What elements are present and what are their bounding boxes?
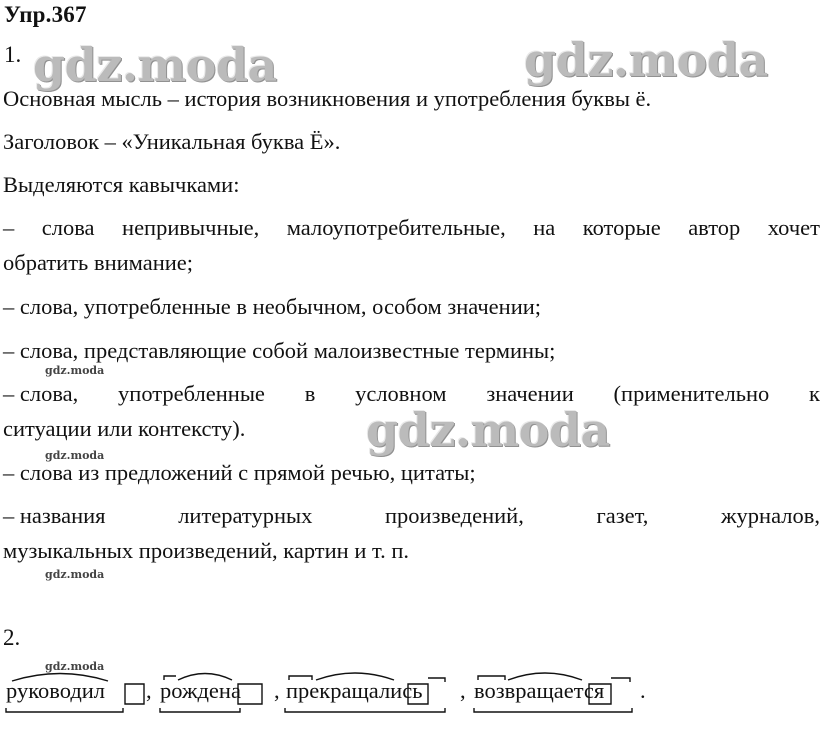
morph-word-1: руководил xyxy=(6,678,106,703)
exercise-title: Упр.367 xyxy=(4,2,87,27)
section-2-number: 2. xyxy=(3,625,21,650)
morpheme-analysis-row xyxy=(0,668,823,718)
item4-line2: ситуации или контексту). xyxy=(3,416,246,441)
item6-line1: – названия литературных произведений, газет, журналов, xyxy=(3,503,820,528)
item1-line1: – слова непривычные, малоупотребительные, на которые автор хочет xyxy=(3,215,820,240)
base-bracket-3 xyxy=(285,708,445,712)
item4-line1: – слова, употребленные в условном значении (применительно к xyxy=(3,381,820,406)
item3-text: – слова, представляющие собой малоизвестные термины; xyxy=(3,338,556,363)
section-1-number: 1. xyxy=(4,42,22,67)
quotes-intro-text: Выделяются кавычками: xyxy=(3,172,240,197)
ending-box-2 xyxy=(238,684,262,704)
item2-text: – слова, употребленные в необычном, особом значении; xyxy=(3,294,542,319)
watermark-small-3: gdz.moda xyxy=(45,568,105,581)
heading-text: Заголовок – «Уникальная буква Ё». xyxy=(3,129,341,154)
watermark-center: gdz.moda xyxy=(366,403,610,457)
watermark-top-left: gdz.moda xyxy=(33,38,277,92)
item6-line2: музыкальных произведений, картин и т. п. xyxy=(3,538,410,563)
watermark-small-4: gdz.moda xyxy=(45,660,105,673)
main-idea-text: Основная мысль – история возникновения и употребления буквы ё. xyxy=(3,86,652,111)
base-bracket-1 xyxy=(6,708,123,712)
watermark-small-1: gdz.moda xyxy=(45,364,105,377)
item1-line2: обратить внимание; xyxy=(3,250,194,275)
postfix-mark-3 xyxy=(428,678,445,682)
base-bracket-2 xyxy=(160,708,240,712)
watermark-small-2: gdz.moda xyxy=(45,449,105,462)
morph-sep-1: , xyxy=(146,678,152,703)
morph-sep-3: , xyxy=(460,678,466,703)
ending-box-1 xyxy=(125,684,144,704)
item5-text: – слова из предложений с прямой речью, цитаты; xyxy=(3,460,476,485)
base-bracket-4 xyxy=(474,708,632,712)
postfix-mark-4 xyxy=(611,678,630,682)
morph-word-3: прекращались xyxy=(286,678,423,703)
watermark-top-right: gdz.moda xyxy=(524,33,768,87)
morph-word-4: возвращается xyxy=(474,678,605,703)
morph-sep-4: . xyxy=(640,678,646,703)
morph-word-2: рождена xyxy=(160,678,241,703)
morph-sep-2: , xyxy=(274,678,280,703)
